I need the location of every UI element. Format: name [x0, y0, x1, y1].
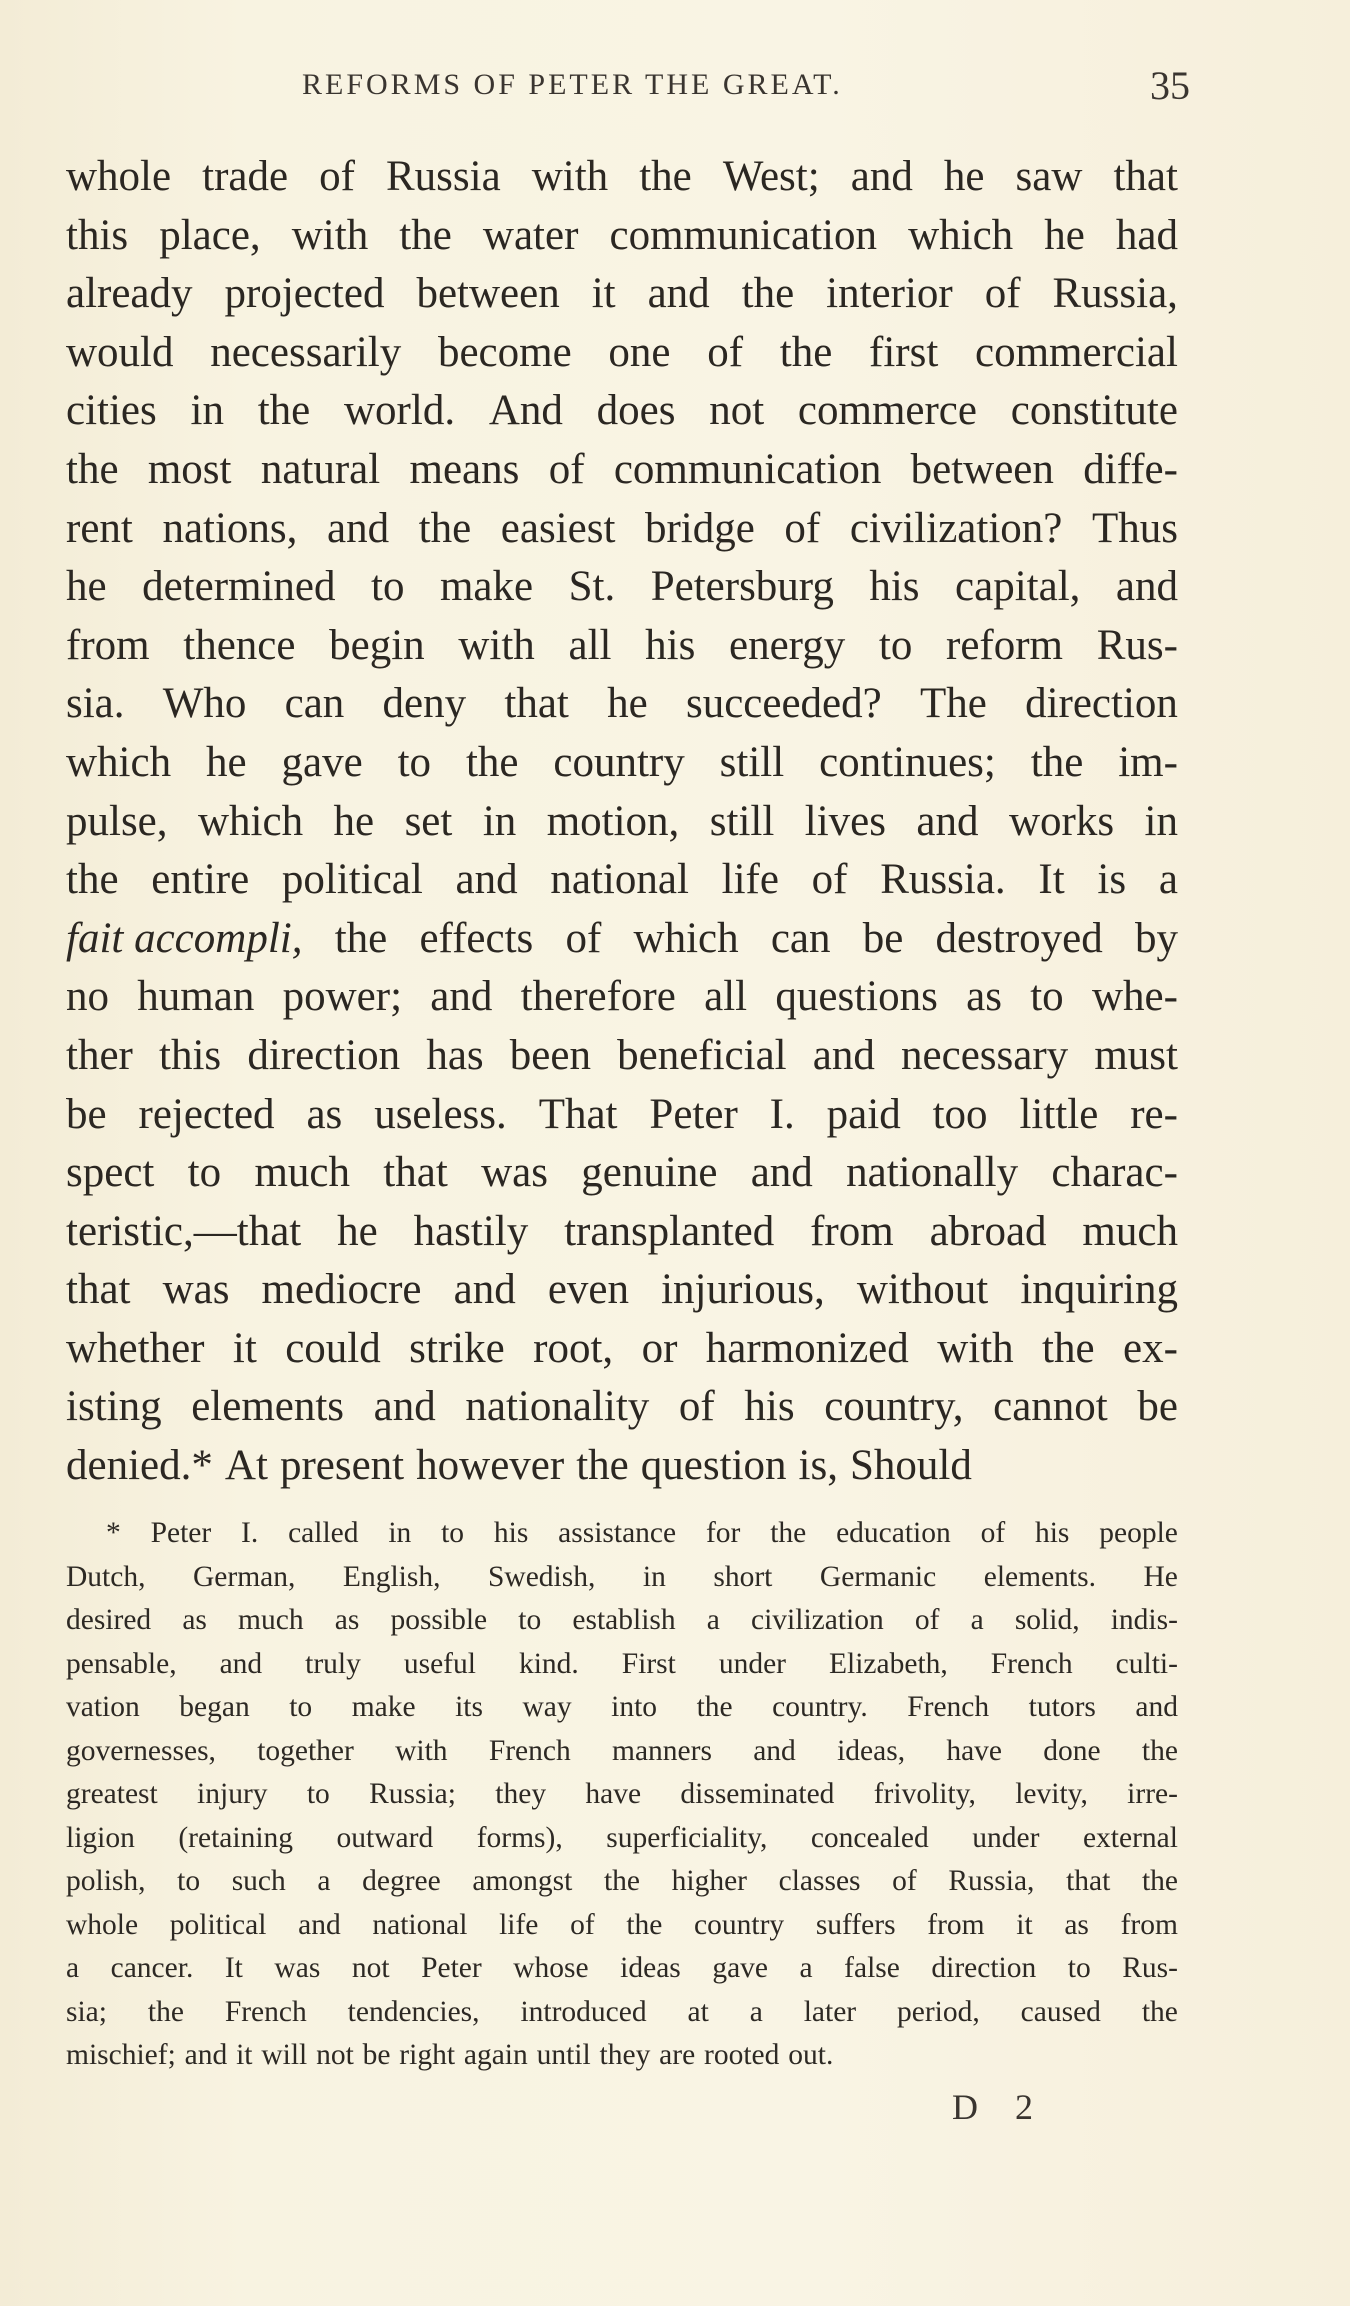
body-text-line: ther this direction has been beneficial and necessary must	[66, 1031, 1178, 1079]
body-text-line: the most natural means of communication between diffe-	[66, 445, 1178, 493]
body-text-line: sia. Who can deny that he succeeded? The direction	[66, 680, 1178, 728]
body-text-line: whether it could strike root, or harmonized with the ex-	[66, 1324, 1178, 1372]
body-text-line: spect to much that was genuine and nationally charac-	[66, 1149, 1178, 1197]
signature-mark: D 2	[952, 2087, 1047, 2127]
main-text	[66, 148, 1178, 1496]
body-text-line: from thence begin with all his energy to reform Rus-	[66, 621, 1178, 669]
footnote-line: mischief; and it will not be right again until they are rooted out.	[66, 2039, 834, 2071]
page-number: 35	[1150, 63, 1190, 108]
body-text-line: whole trade of Russia with the West; and he saw that	[66, 153, 1178, 200]
footnote-line: * Peter I. called in to his assistance for the education of his people	[106, 1517, 1178, 1549]
footnote-line: vation began to make its way into the country. French tutors and	[66, 1691, 1178, 1723]
footnote-line: desired as much as possible to establish a civilization of a solid, indis-	[66, 1604, 1178, 1636]
footnote-line: governesses, together with French manners and ideas, have done the	[66, 1734, 1178, 1767]
footnote-line: a cancer. It was not Peter whose ideas gave a false direction to Rus-	[66, 1952, 1178, 1984]
body-text-line: the entire political and national life of Russia. It is a	[66, 856, 1178, 904]
footnote-line: ligion (retaining outward forms), superficiality, concealed under external	[66, 1821, 1178, 1854]
body-text-line: would necessarily become one of the first commercial	[66, 328, 1178, 376]
body-text-line: isting elements and nationality of his country, cannot be	[66, 1383, 1178, 1431]
body-text-line: pulse, which he set in motion, still lives and works in	[66, 797, 1178, 845]
body-text-line: no human power; and therefore all questions as to whe-	[66, 973, 1178, 1021]
body-text-line: be rejected as useless. That Peter I. paid too little re-	[66, 1090, 1178, 1138]
body-text-line: already projected between it and the interior of Russia,	[66, 270, 1178, 318]
body-text-line: this place, with the water communication which he had	[66, 211, 1178, 259]
body-text-line: which he gave to the country still continues; the im-	[66, 738, 1178, 786]
footnote-line: pensable, and truly useful kind. First under Elizabeth, French culti-	[66, 1647, 1178, 1680]
body-text-line: teristic,—that he hastily transplanted from abroad much	[66, 1207, 1178, 1255]
body-text-line: he determined to make St. Petersburg his capital, and	[66, 563, 1178, 611]
body-text-line: cities in the world. And does not commerce constitute	[66, 387, 1178, 435]
body-text-line: fait accompli, the effects of which can be destroyed by	[66, 910, 1178, 969]
footnote-line: sia; the French tendencies, introduced at a later period, caused the	[66, 1995, 1178, 2028]
footnote-line: whole political and national life of the country suffers from it as from	[66, 1908, 1178, 1941]
footnote	[66, 1512, 1178, 2078]
italic-phrase: fait accompli,	[66, 914, 303, 962]
running-title: REFORMS OF PETER THE GREAT.	[302, 68, 843, 101]
body-text-line: that was mediocre and even injurious, without inquiring	[66, 1266, 1178, 1314]
page-header	[66, 62, 1190, 108]
footnote-line: polish, to such a degree amongst the higher classes of Russia, that the	[66, 1865, 1178, 1897]
footnote-line: greatest injury to Russia; they have disseminated frivolity, levity, irre-	[66, 1778, 1178, 1810]
body-text-line: rent nations, and the easiest bridge of civilization? Thus	[66, 504, 1178, 552]
body-text-line: denied.* At present however the question is, Should	[66, 1442, 972, 1490]
footnote-line: Dutch, German, English, Swedish, in short Germanic elements. He	[66, 1560, 1178, 1593]
